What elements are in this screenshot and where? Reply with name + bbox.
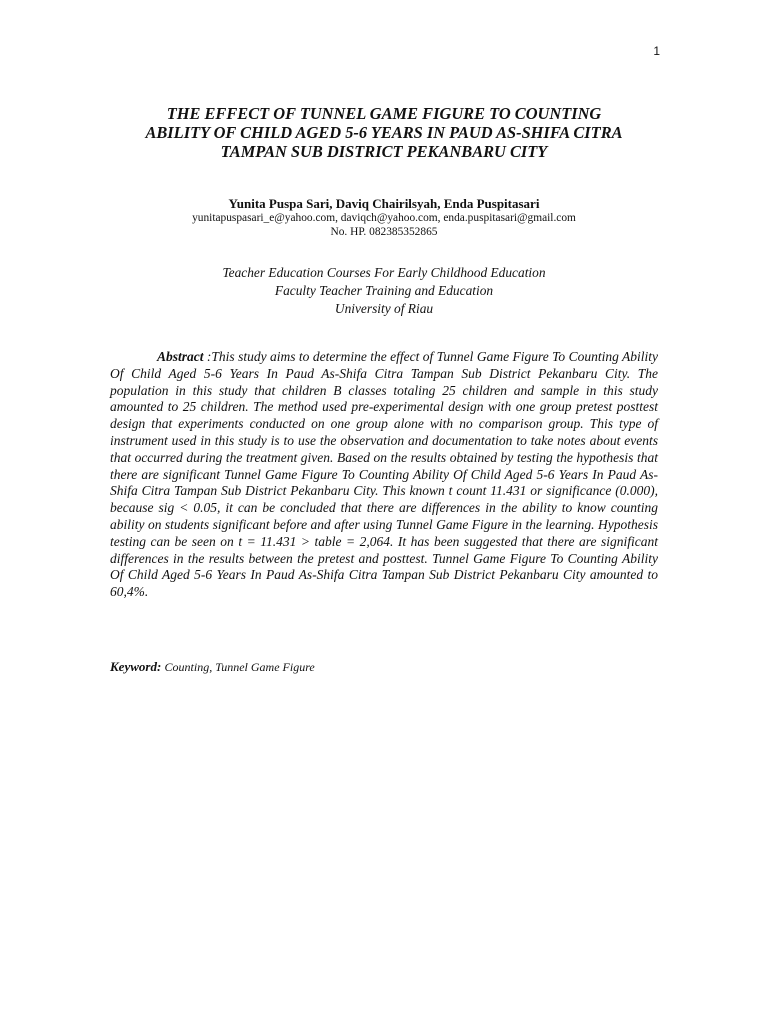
author-list: Yunita Puspa Sari, Daviq Chairilsyah, Enda Puspitasari	[228, 196, 540, 211]
affiliation-department: Teacher Education Courses For Early Childhood Education	[222, 265, 546, 280]
abstract-text: :This study aims to determine the effect of Tunnel Game Figure To Counting Ability Of Child Aged 5-6 Years In Paud As-Shifa Citra Tampan Sub District Pekanbaru City. The population in this study that children B classes totaling 25 children and sample in this study amounted to 25 children. The method used pre-experimental design with one group pretest posttest design that experiments conducted on one group alone with no comparison group. This type of instrument used in this study is to use the observation and documentation to take notes about events that occurred during the treatment given. Based on the results obtained by testing the hypothesis that there are significant Tunnel Game Figure To Counting Ability Of Child Aged 5-6 Years In Paud As-Shifa Citra Tampan Sub District Pekanbaru City. This known t count 11.431 or significance (0.000), because sig < 0.05, it can be concluded that there are differences in the ability to know counting ability on students significant before and after using Tunnel Game Figure in the learning. Hypothesis testing can be seen on t = 11.431 > table = 2,064. It has been suggested that there are significant differences in the results between the pretest and posttest. Tunnel Game Figure To Counting Ability Of Child Aged 5-6 Years In Paud As-Shifa Citra Tampan Sub District Pekanbaru City amounted to 60,4%.	[110, 349, 658, 600]
keywords-label: Keyword:	[110, 659, 162, 674]
affiliation-block	[100, 264, 668, 318]
title-line: TAMPAN SUB DISTRICT PEKANBARU CITY	[220, 142, 548, 161]
author-phone: No. HP. 082385352865	[330, 226, 438, 238]
title-line: THE EFFECT OF TUNNEL GAME FIGURE TO COUNTING	[166, 104, 602, 123]
abstract-paragraph	[110, 349, 658, 601]
page-number: 1	[653, 44, 660, 58]
affiliation-university: University of Riau	[334, 301, 434, 316]
keywords-line	[110, 659, 658, 675]
author-emails: yunitapuspasari_e@yahoo.com, daviqch@yahoo.com, enda.puspitasari@gmail.com	[192, 212, 576, 224]
affiliation-faculty: Faculty Teacher Training and Education	[274, 283, 494, 298]
abstract-label: Abstract	[157, 349, 204, 364]
title-line: ABILITY OF CHILD AGED 5-6 YEARS IN PAUD AS-SHIFA CITRA	[145, 123, 623, 142]
paper-title	[100, 104, 668, 161]
keywords-text: Counting, Tunnel Game Figure	[164, 660, 315, 674]
